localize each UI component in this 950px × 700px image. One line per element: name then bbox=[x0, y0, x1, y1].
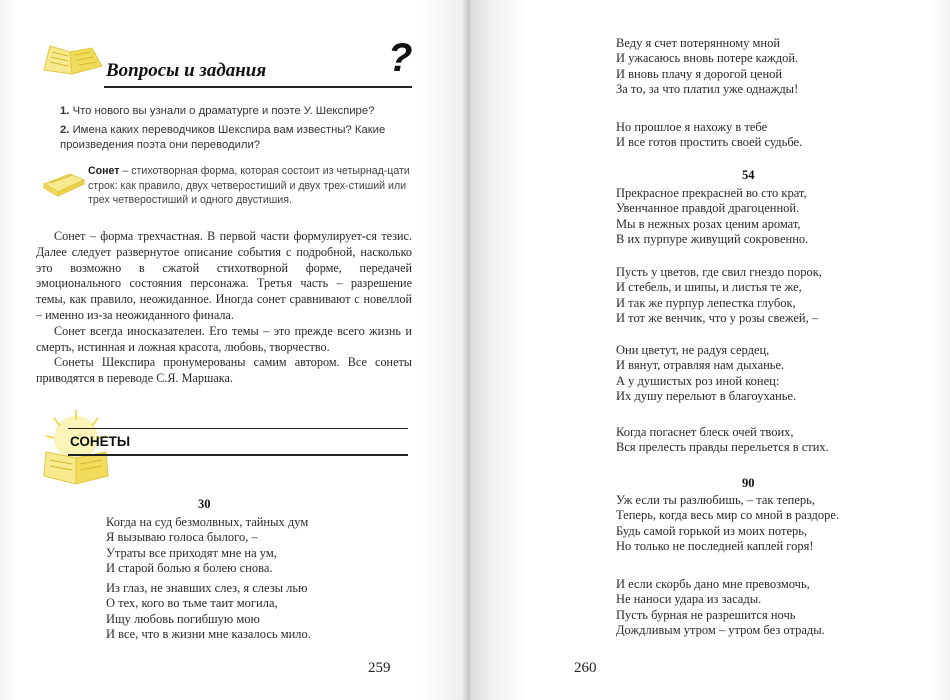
section-rule-bottom bbox=[68, 454, 408, 456]
verse-line: Но только не последней каплей горя! bbox=[616, 539, 814, 554]
verse-line: И старой болью я болею снова. bbox=[106, 561, 273, 576]
sonnet-30-couplet bbox=[616, 120, 802, 151]
sonnet-number: 90 bbox=[742, 476, 755, 490]
verse-line: И так же пурпур лепестка глубок, bbox=[616, 295, 796, 310]
question-item: 2. Имена каких переводчиков Шекспира вам известны? Какие произведения поэта они переводили? bbox=[60, 124, 386, 151]
right-page bbox=[470, 0, 950, 700]
verse-line: Когда погаснет блеск очей твоих, bbox=[616, 425, 794, 439]
sonnet-90-stanza-2 bbox=[616, 577, 825, 639]
verse-line: О тех, кого во тьме таит могила, bbox=[106, 596, 278, 611]
sonnet-number: 30 bbox=[198, 497, 211, 511]
verse-line: Уж если ты разлюбишь, – так теперь, bbox=[616, 493, 815, 507]
page-number: 259 bbox=[368, 660, 391, 676]
verse-line: Мы в нежных розах ценим аромат, bbox=[616, 216, 801, 231]
section-rule-top bbox=[68, 428, 408, 429]
verse-line: И все готов простить своей судьбе. bbox=[616, 135, 803, 150]
heading-rule bbox=[104, 86, 412, 88]
open-book-large-icon bbox=[40, 408, 112, 490]
verse-line: Их душу перельют в благоуханье. bbox=[616, 389, 797, 404]
verse-line: И стебель, и шипы, и листья те же, bbox=[616, 280, 802, 295]
paragraph: Сонет – форма трехчастная. В первой части формулирует-ся тезис. Далее следует развернутое описание события с подробной, насколько это возможно в сжатой стихотворной форме, передачей эмоционального состояния персонажа. Третья часть – разрешение темы, как правило, неожиданное. Иногда сонет сравнивают с новеллой – именно из-за неожиданного финала. bbox=[36, 229, 412, 322]
verse-line: Прекрасное прекрасней во сто крат, bbox=[616, 186, 807, 200]
section-title: СОНЕТЫ bbox=[70, 434, 131, 449]
verse-line: И ужасаюсь вновь потере каждой. bbox=[616, 51, 799, 66]
sonnet-54-couplet bbox=[616, 425, 829, 456]
sonnet-54-stanza-2 bbox=[616, 265, 822, 327]
verse-line: Не наноси удара из засады. bbox=[616, 592, 762, 607]
verse-line: Из глаз, не знавших слез, я слезы лью bbox=[106, 581, 308, 595]
question-item: 1. Что нового вы узнали о драматурге и поэте У. Шекспире? bbox=[60, 105, 375, 117]
verse-line: Но прошлое я нахожу в тебе bbox=[616, 120, 768, 134]
sonnet-definition: Сонет – стихотворная форма, которая состоит из четырнад-цати строк: как правило, двух четверостиший и двух трех-стиший или трех четверостиший и одного двустишия. bbox=[88, 165, 410, 206]
verse-line: И вновь плачу я дорогой ценой bbox=[616, 66, 783, 81]
sonnet-90-stanza-1 bbox=[616, 493, 839, 555]
verse-line: За то, за что платил уже однажды! bbox=[616, 82, 799, 97]
verse-line: Когда на суд безмолвных, тайных дум bbox=[106, 515, 309, 529]
paragraph: Сонет всегда иносказателен. Его темы – это прежде всего жизнь и смерть, истинная и ложная красота, любовь, творчество. bbox=[36, 323, 412, 354]
sonnet-description bbox=[36, 229, 412, 387]
verse-line: Ищу любовь погибшую мою bbox=[106, 611, 260, 626]
left-page bbox=[0, 0, 470, 700]
page-number: 260 bbox=[574, 660, 597, 676]
verse-line: Вся прелесть правды перельется в стих. bbox=[616, 440, 829, 455]
verse-line: Пусть у цветов, где свил гнездо порок, bbox=[616, 265, 822, 279]
verse-line: А у душистых роз иной конец: bbox=[616, 373, 780, 388]
verse-line: И все, что в жизни мне казалось мило. bbox=[106, 627, 311, 642]
paragraph: Сонеты Шекспира пронумерованы самим автором. Все сонеты приводятся в переводе С.Я. Маршака. bbox=[36, 355, 412, 386]
verse-line: Увенчанное правдой драгоценной. bbox=[616, 201, 800, 216]
verse-line: Веду я счет потерянному мной bbox=[616, 36, 781, 50]
sonnet-30-stanza-1 bbox=[106, 515, 308, 577]
open-book-icon bbox=[42, 40, 104, 76]
verse-line: Будь самой горькой из моих потерь, bbox=[616, 523, 808, 538]
verse-line: И тот же венчик, что у розы свежей, – bbox=[616, 311, 819, 326]
verse-line: И вянут, отравляя нам дыханье. bbox=[616, 358, 785, 373]
verse-line: В их пурпуре живущий сокровенно. bbox=[616, 232, 809, 247]
sonnet-30-stanza-3 bbox=[616, 36, 798, 98]
section-heading: Вопросы и задания bbox=[106, 60, 267, 81]
sonnet-number: 54 bbox=[742, 168, 755, 182]
verse-line: И если скорбь дано мне превозмочь, bbox=[616, 577, 810, 591]
verse-line: Дождливым утром – утром без отрады. bbox=[616, 623, 825, 638]
closed-book-icon bbox=[42, 166, 86, 198]
questions-list bbox=[60, 104, 420, 157]
verse-line: Я вызываю голоса былого, – bbox=[106, 530, 258, 545]
verse-line: Утраты все приходят мне на ум, bbox=[106, 545, 277, 560]
verse-line: Пусть бурная не разрешится ночь bbox=[616, 607, 796, 622]
verse-line: Теперь, когда весь мир со мной в раздоре. bbox=[616, 508, 840, 523]
sonnet-54-stanza-1 bbox=[616, 186, 808, 248]
sonnet-54-stanza-3 bbox=[616, 343, 796, 405]
question-mark-icon: ? bbox=[388, 36, 413, 80]
sonnet-30-stanza-2 bbox=[106, 581, 311, 643]
verse-line: Они цветут, не радуя сердец, bbox=[616, 343, 770, 357]
